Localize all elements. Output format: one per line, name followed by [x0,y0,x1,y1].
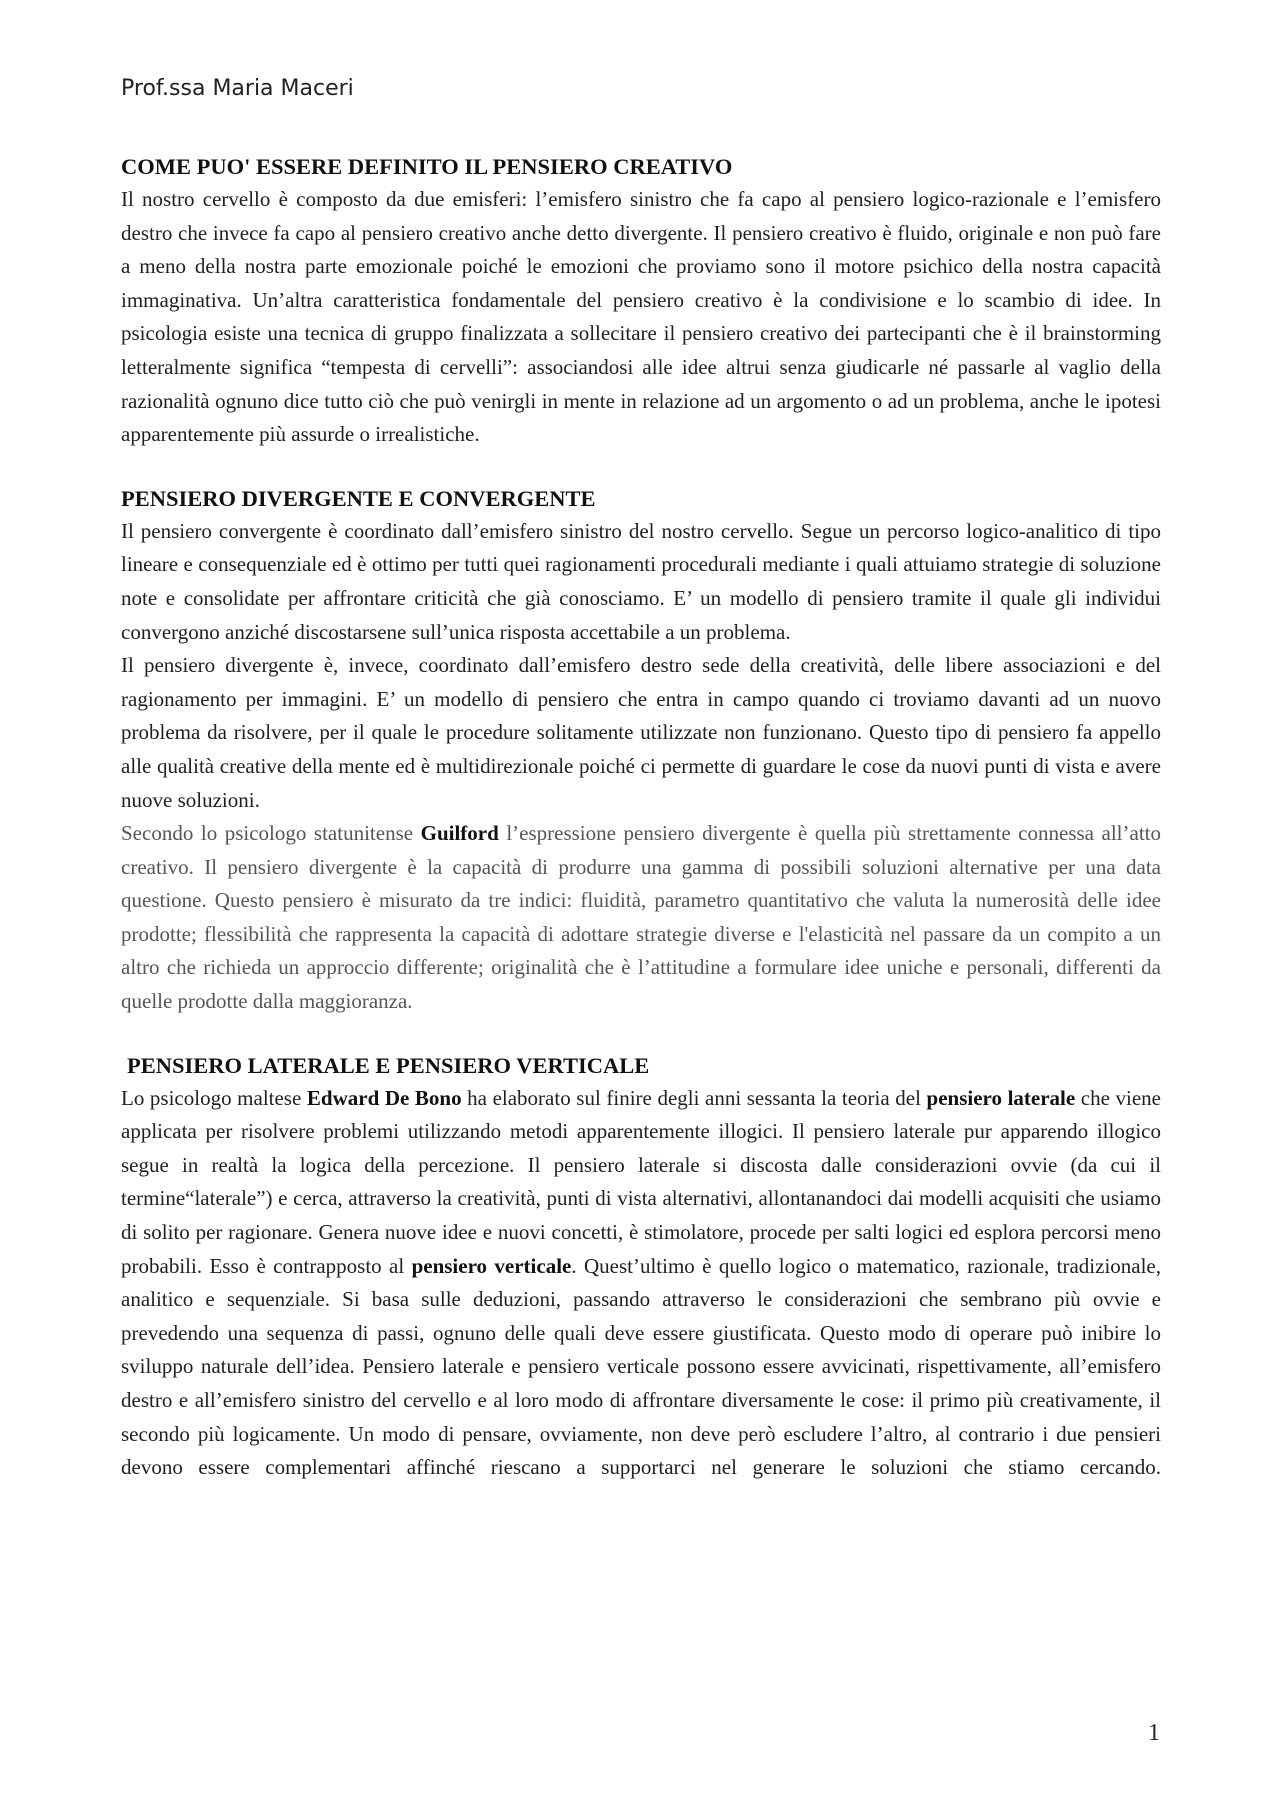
guilford-text-start: Secondo lo psicologo statunitense [121,821,421,846]
section-title-divergente-convergente: PENSIERO DIVERGENTE E CONVERGENTE [121,485,596,511]
paragraph-pensiero-creativo: Il nostro cervello è composto da due emisferi: l’emisfero sinistro che fa capo al pensiero logico-razionale e l’emisfero destro che invece fa capo al pensiero creativo anche detto divergente. Il pensiero creativo è fluido, originale e non può fare a meno della nostra parte emozionale poiché le emozioni che proviamo sono il motore psichico della nostra capacità immaginativa. Un’altra caratteristica fondamentale del pensiero creativo è la condivisione e lo scambio di idee. In psicologia esiste una tecnica di gruppo finalizzata a sollecitare il pensiero creativo dei partecipanti che è il brainstorming letteralmente significa “tempesta di cervelli”: associandosi alle idee altrui senza giudicarle né passarle al vaglio della razionalità ognuno dice tutto ciò che può venirgli in mente in relazione ad un argomento o ad un problema, anche le ipotesi apparentemente più assurde o irrealistiche. [121,187,1161,447]
paragraph-pensiero-convergente: Il pensiero convergente è coordinato dall’emisfero sinistro del nostro cervello. Segue un percorso logico-analitico di tipo lineare e consequenziale ed è ottimo per tutti quei ragionamenti procedurali mediante i quali attuiamo strategie di soluzione note e consolidate per affrontare criticità che già conosciamo. E’ un modello di pensiero tramite il quale gli individui convergono anziché discostarsene sull’unica risposta accettabile a un problema. [121,518,1161,644]
page-header-author: Prof.ssa Maria Maceri [121,76,354,101]
pensiero-laterale-term: pensiero laterale [926,1085,1076,1110]
paragraph-pensiero-divergente: Il pensiero divergente è, invece, coordinato dall’emisfero destro sede della creatività, delle libere associazioni e del ragionamento per immagini. E’ un modello di pensiero che entra in campo quando ci troviamo davanti ad un nuovo problema da risolvere, per il quale le procedure solitamente utilizzate non funzionano. Questo tipo di pensiero fa appello alle qualità creative della mente ed è multidirezionale poiché ci permette di guardare le cose da nuovi punti di vista e avere nuove soluzioni. [121,653,1161,812]
de-bono-text-mid2: che viene applicata per risolvere problemi utilizzando metodi apparentemente illogici. Il pensiero laterale pur apparendo illogico segue in realtà la logica della percezione. Il pensiero laterale si discosta dalle considerazioni ovvie (da cui il termine“laterale”) e cerca, attraverso la creatività, punti di vista alternativi, allontanandoci dai modelli acquisiti che usiamo di solito per ragionare. Genera nuove idee e nuovi concetti, è stimolatore, procede per salti logici ed esplora percorsi meno probabili. Esso è contrapposto al [121,1085,1161,1278]
page-number: 1 [1148,1720,1160,1746]
de-bono-text-end: . Quest’ultimo è quello logico o matematico, razionale, tradizionale, analitico e sequenziale. Si basa sulle deduzioni, passando attraverso le considerazioni che sembrano più ovvie e prevedendo una sequenza di passi, ognuno delle quali deve essere giustificata. Questo modo di operare può inibire lo sviluppo naturale dell’idea. Pensiero laterale e pensiero verticale possono essere avvicinati, rispettivamente, all’emisfero destro e all’emisfero sinistro del cervello e al loro modo di affrontare diversamente le cose: il primo più creativamente, il secondo più logicamente. Un modo di pensare, ovviamente, non deve però escludere l’altro, al contrario i due pensieri devono essere complementari affinché riescano a supportarci nel generare le soluzioni che stiamo cercando. [121,1253,1161,1480]
paragraph-guilford [121,817,1161,1019]
guilford-text-end: l’espressione pensiero divergente è quella più strettamente connessa all’atto creativo. Il pensiero divergente è la capacità di produrre una gamma di possibili soluzioni alternative per una data questione. Questo pensiero è misurato da tre indici: fluidità, parametro quantitativo che valuta la numerosità delle idee prodotte; flessibilità che rappresenta la capacità di adottare strategie diverse e l'elasticità nel passare da un compito a un altro che richieda un approccio differente; originalità che è l’attitudine a formulare idee uniche e personali, differenti da quelle prodotte dalla maggioranza. [121,821,1161,1014]
section-spacer [121,1019,1161,1049]
de-bono-name: Edward De Bono [306,1085,462,1110]
de-bono-text-mid1: ha elaborato sul finire degli anni sessanta la teoria del [461,1085,927,1110]
guilford-name: Guilford [420,821,499,846]
document-body [121,150,1161,1485]
pensiero-verticale-term: pensiero verticale [411,1253,572,1278]
section-spacer [121,452,1161,482]
section-title-pensiero-creativo: COME PUO' ESSERE DEFINITO IL PENSIERO CREATIVO [121,154,733,179]
paragraph-pensiero-laterale [121,1082,1161,1485]
section-title-laterale-verticale: PENSIERO LATERALE E PENSIERO VERTICALE [127,1052,650,1078]
de-bono-text-start: Lo psicologo maltese [121,1085,307,1110]
